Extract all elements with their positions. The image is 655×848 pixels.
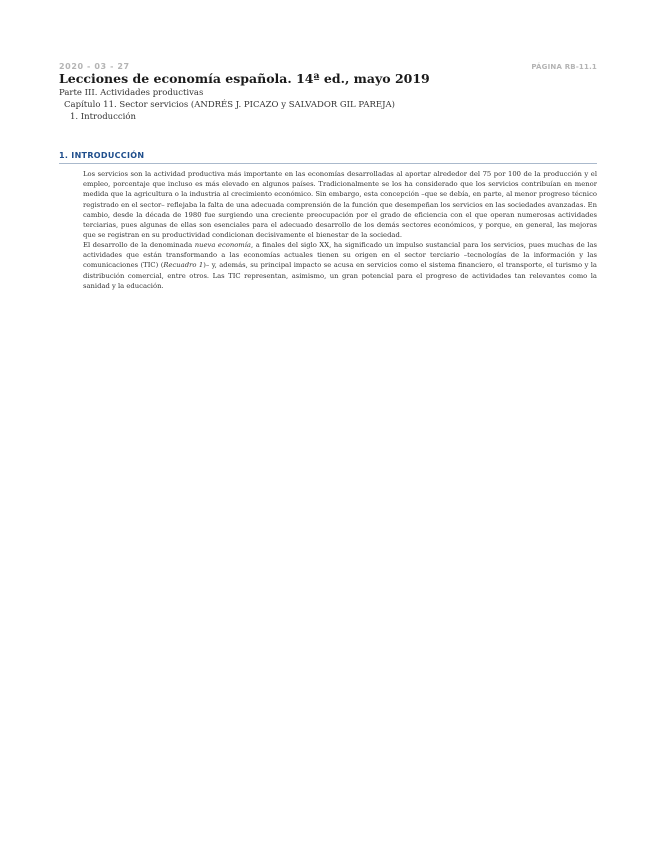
paragraph-2 bbox=[83, 240, 597, 291]
breadcrumb-part[interactable]: Parte III. Actividades productivas bbox=[59, 88, 204, 98]
paragraph-1 bbox=[83, 169, 597, 240]
breadcrumb-section[interactable]: 1. Introducción bbox=[70, 112, 136, 122]
book-title[interactable]: Lecciones de economía española. 14ª ed., mayo 2019 bbox=[59, 71, 430, 86]
paragraph-2-part-c: )– y, además, su principal impacto se acusa en servicios como el sistema financiero, el transporte, el turismo y la distribución comercial, entre otros. Las TIC representan, asimismo, un gran potencial para el progreso de actividades tan relevantes como la sanidad y la educación. bbox=[83, 261, 597, 290]
paragraph-1-text: Los servicios son la actividad productiva más importante en las economías desarrolladas al aportar alrededor del 75 por 100 de la producción y el empleo, porcentaje que incluso es más elevado en algunos países. Tradicionalmente se los ha considerado que los servicios contribuían en menor medida que la agricultura o la industria al crecimiento económico. Sin embargo, esta concepción –que se debía, en parte, al menor progreso técnico registrado en el sector– reflejaba la falta de una adecuada comprensión de la función que desempeñan los servicios en las sociedades avanzadas. En cambio, desde la década de 1980 fue surgiendo una creciente preocupación por el grado de eficiencia con el que operan numerosas actividades terciarias, pues algunas de ellas son esenciales para el adecuado desarrollo de los demás sectores económicos, y porque, en general, las mejoras que se registran en su productividad condicionan decisivamente el bienestar de la sociedad. bbox=[83, 170, 597, 240]
document-date: 2020 - 03 - 27 bbox=[59, 62, 130, 71]
paragraph-2-part-b: , a finales del siglo XX, ha significado un impulso sustancial para los servicios, pues muchas de las actividades que están transformando a las economías actuales tienen su origen en el sector terciario –tecnologías de la información y las comunicaciones (TIC) ( bbox=[83, 241, 597, 270]
paragraph-2-part-a: El desarrollo de la denominada bbox=[83, 241, 195, 249]
page-reference: PÁGINA RB-11.1 bbox=[531, 63, 597, 71]
breadcrumb-chapter[interactable]: Capítulo 11. Sector servicios (ANDRÉS J. PICAZO y SALVADOR GIL PAREJA) bbox=[64, 100, 395, 110]
section-heading: 1. INTRODUCCIÓN bbox=[59, 151, 145, 160]
paragraph-2-box-reference[interactable]: Recuadro 1 bbox=[163, 261, 204, 270]
section-heading-bar bbox=[59, 151, 597, 164]
paragraph-2-emphasis-new-economy: nueva economía bbox=[194, 241, 251, 249]
paragraph-2-text bbox=[83, 240, 597, 291]
